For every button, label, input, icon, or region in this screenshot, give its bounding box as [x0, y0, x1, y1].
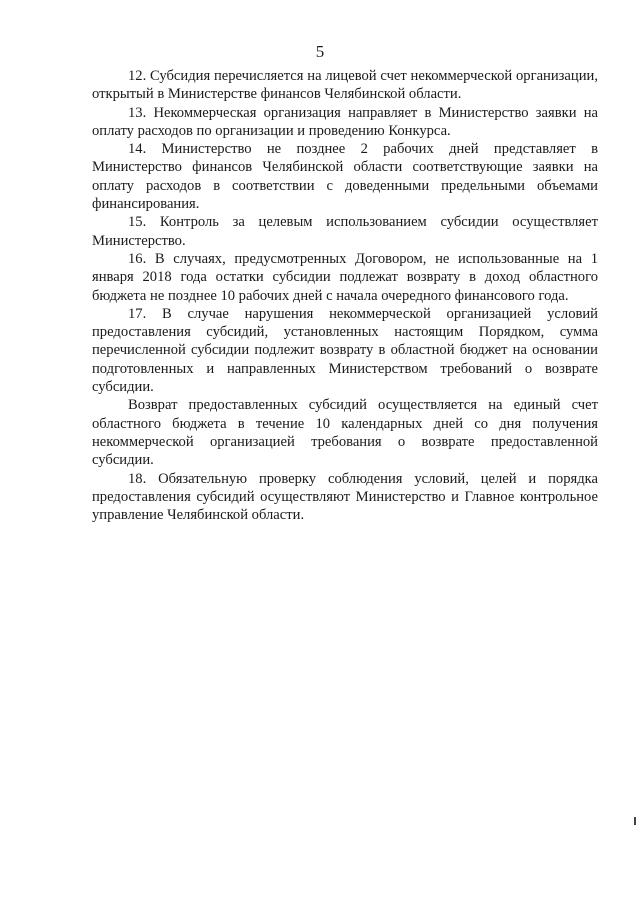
paragraph-13: 13. Некоммерческая организация направляет в Министерство заявки на оплату расходов по организации и проведению Конкурса.: [92, 104, 598, 139]
paragraph-17: 17. В случае нарушения некоммерческой организацией условий предоставления субсидий, установленных настоящим Порядком, сумма перечисленной субсидии подлежит возврату в областной бюджет на основании подготовленных и направленных Министерством требований о возврате субсидии.: [92, 305, 598, 396]
paragraph-16: 16. В случаях, предусмотренных Договором, не использованные на 1 января 2018 года остатки субсидии подлежат возврату в доход областного бюджета не позднее 10 рабочих дней с начала очередного финансового года.: [92, 250, 598, 304]
document-body: [92, 67, 598, 524]
paragraph-17-refund: Возврат предоставленных субсидий осуществляется на единый счет областного бюджета в течение 10 календарных дней со дня получения некоммерческой организацией требования о возврате предоставленной субсидии.: [92, 397, 598, 469]
paragraph-12: 12. Субсидия перечисляется на лицевой счет некоммерческой организации, открытый в Министерстве финансов Челябинской области.: [92, 68, 598, 103]
paragraph-15: 15. Контроль за целевым использованием субсидии осуществляет Министерство.: [92, 214, 598, 249]
scan-edge-mark: [634, 817, 636, 825]
paragraph-14: 14. Министерство не позднее 2 рабочих дней представляет в Министерство финансов Челябинской области соответствующие заявки на оплату расходов в соответствии с доведенными предельными объемами финансирования.: [92, 141, 598, 213]
page-number: 5: [315, 42, 325, 61]
paragraph-18: 18. Обязательную проверку соблюдения условий, целей и порядка предоставления субсидий осуществляют Министерство и Главное контрольное управление Челябинской области.: [92, 470, 598, 524]
